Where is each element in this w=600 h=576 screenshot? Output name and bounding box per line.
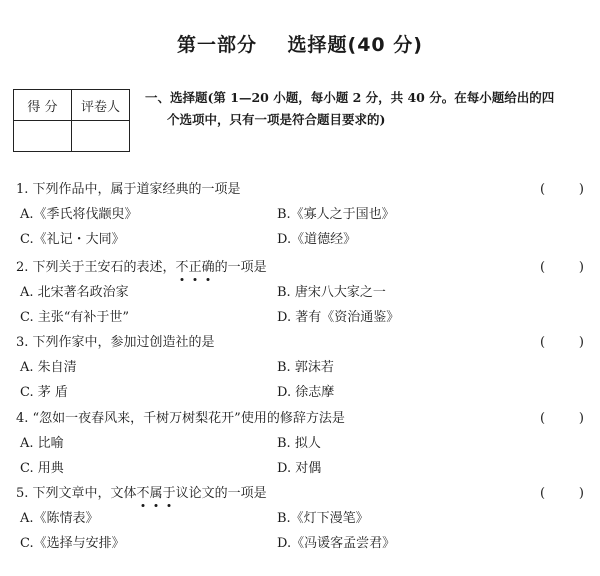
option-d[interactable]: D. 对偶 <box>277 461 322 476</box>
option-b[interactable]: B. 郭沫若 <box>277 360 334 375</box>
section-heading-line1: 一、选择题(第 1—20 小题，每小题 2 分，共 40 分。在每小题给出的四 <box>145 90 555 105</box>
score-header: 得 分 <box>14 90 72 121</box>
option-c[interactable]: C. 主张“有补于世” <box>20 310 130 325</box>
paren-close: ) <box>578 411 584 426</box>
paren-open: ( <box>540 411 546 426</box>
emphasis-char: 属 <box>150 481 163 506</box>
answer-parentheses[interactable] <box>540 177 584 202</box>
section-heading-line2: 个选项中，只有一项是符合题目要求的) <box>167 112 386 127</box>
question-stem <box>16 177 584 202</box>
option-a[interactable]: A. 北宋著名政治家 <box>20 285 129 300</box>
question-1 <box>16 177 584 252</box>
option-b[interactable]: B.《寡人之于国也》 <box>277 207 395 222</box>
option-a[interactable]: A.《季氏将伐颛臾》 <box>20 207 138 222</box>
emphasis-char: 确 <box>202 255 215 280</box>
question-3 <box>16 330 584 405</box>
question-stem <box>16 330 584 355</box>
option-d[interactable]: D.《道德经》 <box>277 232 357 247</box>
paren-open: ( <box>540 182 546 197</box>
grader-header: 评卷人 <box>72 90 130 121</box>
option-b[interactable]: B.《灯下漫笔》 <box>277 511 369 526</box>
emphasis-char: 于 <box>163 481 176 506</box>
question-stem <box>16 406 584 431</box>
question-stem <box>16 255 584 280</box>
section-heading <box>145 87 585 131</box>
option-a[interactable]: A.《陈情表》 <box>20 511 99 526</box>
option-c[interactable]: C. 用典 <box>20 461 64 476</box>
option-c[interactable]: C.《礼记・大同》 <box>20 232 125 247</box>
question-stem <box>16 481 584 506</box>
paren-open: ( <box>540 486 546 501</box>
option-c[interactable]: C. 茅 盾 <box>20 385 68 400</box>
question-4 <box>16 406 584 481</box>
question-5 <box>16 481 584 556</box>
score-cell[interactable] <box>14 121 72 152</box>
question-2 <box>16 255 584 330</box>
option-d[interactable]: D.《冯谖客孟尝君》 <box>277 536 396 551</box>
option-b[interactable]: B. 拟人 <box>277 436 321 451</box>
option-a[interactable]: A. 比喻 <box>20 436 64 451</box>
question-stem-text: 1. 下列作品中，属于道家经典的一项是 <box>16 182 241 197</box>
paren-close: ) <box>578 486 584 501</box>
emphasis-char: 不 <box>137 481 150 506</box>
question-stem-text: 2. 下列关于王安石的表述，不正确的一项是 <box>16 260 267 275</box>
page-title: 第一部分 选择题(40 分) <box>177 34 423 56</box>
emphasis-char: 不 <box>176 255 189 280</box>
score-table <box>13 89 130 152</box>
emphasis-char: 正 <box>189 255 202 280</box>
paren-open: ( <box>540 335 546 350</box>
paren-close: ) <box>578 335 584 350</box>
answer-parentheses[interactable] <box>540 406 584 431</box>
answer-parentheses[interactable] <box>540 481 584 506</box>
option-b[interactable]: B. 唐宋八大家之一 <box>277 285 386 300</box>
answer-parentheses[interactable] <box>540 330 584 355</box>
question-stem-text: 3. 下列作家中，参加过创造社的是 <box>16 335 215 350</box>
question-stem-text: 5. 下列文章中，文体不属于议论文的一项是 <box>16 486 267 501</box>
paren-close: ) <box>578 260 584 275</box>
option-d[interactable]: D. 著有《资治通鉴》 <box>277 310 400 325</box>
paren-open: ( <box>540 260 546 275</box>
paren-close: ) <box>578 182 584 197</box>
grader-cell[interactable] <box>72 121 130 152</box>
option-c[interactable]: C.《选择与安排》 <box>20 536 125 551</box>
answer-parentheses[interactable] <box>540 255 584 280</box>
option-a[interactable]: A. 朱自清 <box>20 360 77 375</box>
question-stem-text: 4. “忽如一夜春风来，千树万树梨花开”使用的修辞方法是 <box>16 411 345 426</box>
option-d[interactable]: D. 徐志摩 <box>277 385 335 400</box>
